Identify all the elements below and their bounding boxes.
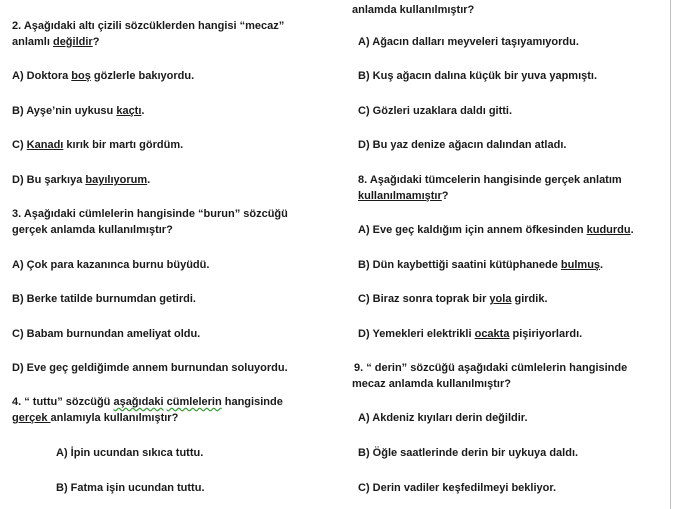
q3-option-b: B) Berke tatilde burnumdan getirdi. bbox=[12, 293, 196, 305]
q2-option-b: B) Ayşe’nin uykusu kaçtı. bbox=[12, 105, 145, 117]
prev-question-option-d: D) Bu yaz denize ağacın dalından atladı. bbox=[358, 139, 567, 151]
q4-option-b: B) Fatma işin ucundan tuttu. bbox=[56, 482, 205, 494]
q9-stem-line1: 9. “ derin” sözcüğü aşağıdaki cümlelerin hangisinde bbox=[354, 362, 628, 374]
prev-question-stem-end: anlamda kullanılmıştır? bbox=[352, 4, 475, 16]
q3-option-a: A) Çok para kazanınca burnu büyüdü. bbox=[12, 259, 210, 271]
q9-option-b: B) Öğle saatlerinde derin bir uykuya daldı. bbox=[358, 447, 579, 459]
q2-stem-line1: 2. Aşağıdaki altı çizili sözcüklerden hangisi “mecaz” bbox=[12, 20, 285, 32]
prev-question-option-b: B) Kuş ağacın dalına küçük bir yuva yapmıştı. bbox=[358, 70, 598, 82]
q4-stem-line2: gerçek anlamıyla kullanılmıştır? bbox=[12, 412, 179, 424]
q8-option-c: C) Biraz sonra toprak bir yola girdik. bbox=[358, 293, 548, 305]
q8-option-b: B) Dün kaybettiği saatini kütüphanede bulmuş. bbox=[358, 259, 604, 271]
q8-stem-line2: kullanılmamıştır? bbox=[358, 190, 449, 202]
q8-option-a: A) Eve geç kaldığım için annem öfkesinden kudurdu. bbox=[358, 224, 634, 236]
q8-stem-line1: 8. Aşağıdaki tümcelerin hangisinde gerçek anlatım bbox=[358, 174, 622, 186]
q4-stem-line1: 4. “ tuttu” sözcüğü aşağıdaki cümlelerin hangisinde bbox=[12, 396, 283, 408]
q3-option-c: C) Babam burnundan ameliyat oldu. bbox=[12, 328, 201, 340]
q9-option-c: C) Derin vadiler keşfedilmeyi bekliyor. bbox=[358, 482, 557, 494]
q3-stem-line2: gerçek anlamda kullanılmıştır? bbox=[12, 224, 173, 236]
q8-option-d: D) Yemekleri elektrikli ocakta pişiriyorlardı. bbox=[358, 328, 583, 340]
q2-stem-line2: anlamlı değildir? bbox=[12, 36, 100, 48]
prev-question-option-c: C) Gözleri uzaklara daldı gitti. bbox=[358, 105, 513, 117]
q9-stem-line2: mecaz anlamda kullanılmıştır? bbox=[352, 378, 511, 390]
prev-question-option-a: A) Ağacın dalları meyveleri taşıyamıyordu. bbox=[358, 36, 579, 48]
q2-option-d: D) Bu şarkıya bayılıyorum. bbox=[12, 174, 151, 186]
q3-stem-line1: 3. Aşağıdaki cümlelerin hangisinde “burun” sözcüğü bbox=[12, 208, 288, 220]
q2-option-c: C) Kanadı kırık bir martı gördüm. bbox=[12, 139, 184, 151]
q9-option-a: A) Akdeniz kıyıları derin değildir. bbox=[358, 412, 528, 424]
q2-option-a: A) Doktora boş gözlerle bakıyordu. bbox=[12, 70, 195, 82]
q3-option-d: D) Eve geç geldiğimde annem burnundan soluyordu. bbox=[12, 362, 288, 374]
q4-option-a: A) İpin ucundan sıkıca tuttu. bbox=[56, 447, 204, 459]
page-edge-divider bbox=[670, 0, 671, 509]
